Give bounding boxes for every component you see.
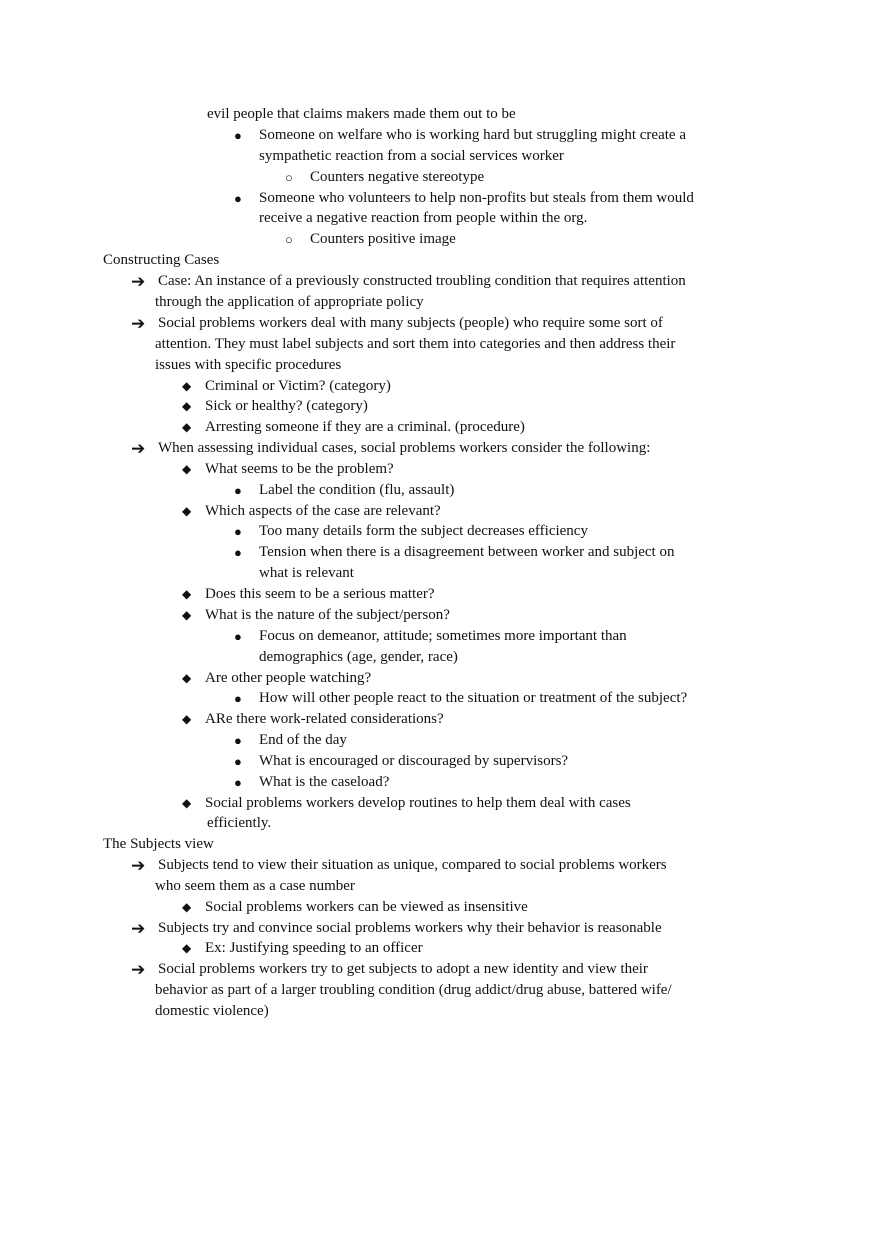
section-heading: The Subjects view (103, 836, 214, 852)
list-item: What is the caseload? (259, 774, 390, 790)
list-item: Social problems workers develop routines to help them deal with cases (205, 795, 631, 811)
list-item: What is the nature of the subject/person? (205, 607, 450, 623)
bullet-icon: ● (234, 629, 242, 644)
bullet-icon: ● (234, 524, 242, 539)
diamond-bullet-icon: ◆ (182, 671, 192, 685)
diamond-bullet-icon: ◆ (182, 399, 192, 413)
diamond-bullet-icon: ◆ (182, 900, 192, 914)
list-item: Counters negative stereotype (310, 169, 485, 185)
diamond-bullet-icon: ◆ (182, 608, 192, 622)
list-item: Someone on welfare who is working hard but struggling might create a (259, 127, 686, 143)
list-item-continuation: through the application of appropriate policy (155, 294, 424, 310)
list-item-continuation: sympathetic reaction from a social services worker (259, 148, 564, 164)
list-item: Subjects tend to view their situation as unique, compared to social problems workers (158, 857, 667, 873)
list-item: Label the condition (flu, assault) (259, 482, 455, 498)
list-item: When assessing individual cases, social problems workers consider the following: (158, 440, 651, 456)
list-item: Focus on demeanor, attitude; sometimes more important than (259, 628, 627, 644)
list-item: How will other people react to the situation or treatment of the subject? (259, 690, 688, 706)
list-item: Social problems workers try to get subjects to adopt a new identity and view their (158, 961, 648, 977)
bullet-icon: ● (234, 775, 242, 790)
list-item: Sick or healthy? (category) (205, 398, 368, 414)
bullet-icon: ● (234, 691, 242, 706)
list-item-continuation: domestic violence) (155, 1003, 269, 1019)
arrow-bullet-icon: ➔ (131, 856, 146, 875)
diamond-bullet-icon: ◆ (182, 420, 192, 434)
list-item: Social problems workers can be viewed as insensitive (205, 899, 528, 915)
diamond-bullet-icon: ◆ (182, 379, 192, 393)
bullet-icon: ● (234, 128, 242, 143)
bullet-icon: ● (234, 545, 242, 560)
list-item: End of the day (259, 732, 347, 748)
arrow-bullet-icon: ➔ (131, 960, 146, 979)
diamond-bullet-icon: ◆ (182, 587, 192, 601)
list-item: Arresting someone if they are a criminal. (procedure) (205, 419, 525, 435)
list-item-continuation: efficiently. (207, 815, 272, 831)
diamond-bullet-icon: ◆ (182, 712, 192, 726)
list-item: Counters positive image (310, 231, 456, 247)
list-item: Are other people watching? (205, 670, 372, 686)
list-item-continuation: receive a negative reaction from people within the org. (259, 210, 588, 226)
list-item: ARe there work-related considerations? (205, 711, 444, 727)
list-item: What is encouraged or discouraged by supervisors? (259, 753, 569, 769)
bullet-icon: ● (234, 191, 242, 206)
list-item: What seems to be the problem? (205, 461, 394, 477)
arrow-bullet-icon: ➔ (131, 919, 146, 938)
list-item-continuation: issues with specific procedures (155, 357, 342, 373)
list-item: Too many details form the subject decreases efficiency (259, 523, 588, 539)
list-item: Tension when there is a disagreement between worker and subject on (259, 544, 675, 560)
bullet-icon: ● (234, 733, 242, 748)
list-item: Subjects try and convince social problems workers why their behavior is reasonable (158, 920, 662, 936)
arrow-bullet-icon: ➔ (131, 439, 146, 458)
list-item: Case: An instance of a previously constructed troubling condition that requires attention (158, 273, 686, 289)
list-item: Which aspects of the case are relevant? (205, 503, 441, 519)
diamond-bullet-icon: ◆ (182, 504, 192, 518)
arrow-bullet-icon: ➔ (131, 272, 146, 291)
list-item-continuation: what is relevant (259, 565, 354, 581)
hollow-bullet-icon: ○ (285, 170, 293, 185)
list-item: Social problems workers deal with many subjects (people) who require some sort of (158, 315, 663, 331)
list-item-continuation: behavior as part of a larger troubling condition (drug addict/drug abuse, battered wife/ (155, 982, 672, 998)
list-item: Does this seem to be a serious matter? (205, 586, 435, 602)
list-item-continuation: attention. They must label subjects and sort them into categories and then address their (155, 336, 676, 352)
arrow-bullet-icon: ➔ (131, 314, 146, 333)
list-item: Criminal or Victim? (category) (205, 378, 391, 394)
bullet-icon: ● (234, 754, 242, 769)
list-item-continuation: who seem them as a case number (155, 878, 355, 894)
diamond-bullet-icon: ◆ (182, 941, 192, 955)
list-item-continuation: demographics (age, gender, race) (259, 649, 458, 665)
list-item: Someone who volunteers to help non-profits but steals from them would (259, 190, 694, 206)
hollow-bullet-icon: ○ (285, 232, 293, 247)
section-heading: Constructing Cases (103, 252, 220, 268)
text-line: evil people that claims makers made them out to be (207, 106, 516, 122)
diamond-bullet-icon: ◆ (182, 796, 192, 810)
diamond-bullet-icon: ◆ (182, 462, 192, 476)
list-item: Ex: Justifying speeding to an officer (205, 940, 423, 956)
bullet-icon: ● (234, 483, 242, 498)
